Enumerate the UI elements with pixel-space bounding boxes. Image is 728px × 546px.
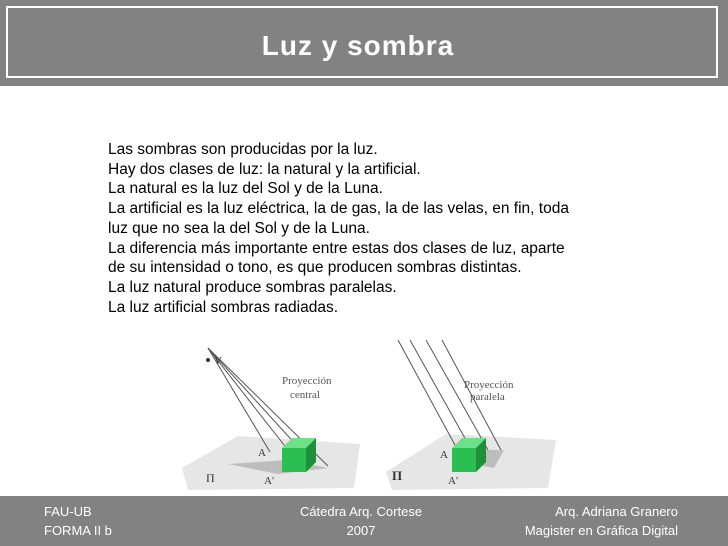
point-label: A' — [448, 475, 458, 487]
central-projection-figure — [178, 340, 368, 496]
footer-author: Arq. Adriana Granero — [555, 504, 678, 519]
figure-label: central — [290, 389, 320, 401]
figure-label: Proyección — [464, 379, 514, 391]
cube-front — [452, 448, 476, 472]
figure-label: Proyección — [282, 375, 332, 387]
footer-year: 2007 — [346, 523, 376, 538]
body-line: La luz artificial sombras radiadas. — [108, 298, 339, 316]
page-title: Luz y sombra — [261, 30, 455, 61]
body-line: La artificial es la luz eléctrica, la de gas, la de las velas, en fin, toda — [108, 200, 569, 218]
body-line: luz que no sea la del Sol y de la Luna. — [108, 219, 370, 237]
light-label: V — [214, 355, 222, 367]
point-label: A' — [264, 475, 274, 487]
parallel-projection-figure — [384, 340, 560, 496]
body-line: Las sombras son producidas por la luz. — [108, 141, 378, 158]
body-line: La diferencia más importante entre estas dos clases de luz, aparte — [108, 239, 565, 257]
body-text — [108, 140, 668, 317]
light-ray — [398, 340, 462, 458]
body-line: Hay dos clases de luz: la natural y la artificial. — [108, 160, 421, 178]
body-line: de su intensidad o tono, es que producen sombras distintas. — [108, 259, 522, 277]
figure-label: paralela — [470, 391, 505, 403]
plane-label: Π — [392, 468, 403, 483]
light-point — [206, 358, 210, 362]
footer-middle — [286, 502, 436, 540]
footer-right — [525, 502, 678, 540]
title-bar — [0, 0, 728, 86]
point-label: A — [258, 447, 266, 459]
footer-course: FORMA II b — [44, 523, 112, 538]
body-line: La natural es la luz del Sol y de la Luna. — [108, 180, 383, 198]
footer-institution: FAU-UB — [44, 504, 92, 519]
body-line: La luz natural produce sombras paralelas. — [108, 278, 397, 296]
point-label: A — [440, 449, 448, 461]
cube-front — [282, 448, 306, 472]
footer-bar — [0, 496, 728, 546]
footer-chair: Cátedra Arq. Cortese — [299, 504, 423, 519]
footer-left — [44, 502, 112, 540]
plane-label: Π — [206, 471, 215, 485]
footer-degree: Magister en Gráfica Digital — [524, 523, 678, 538]
